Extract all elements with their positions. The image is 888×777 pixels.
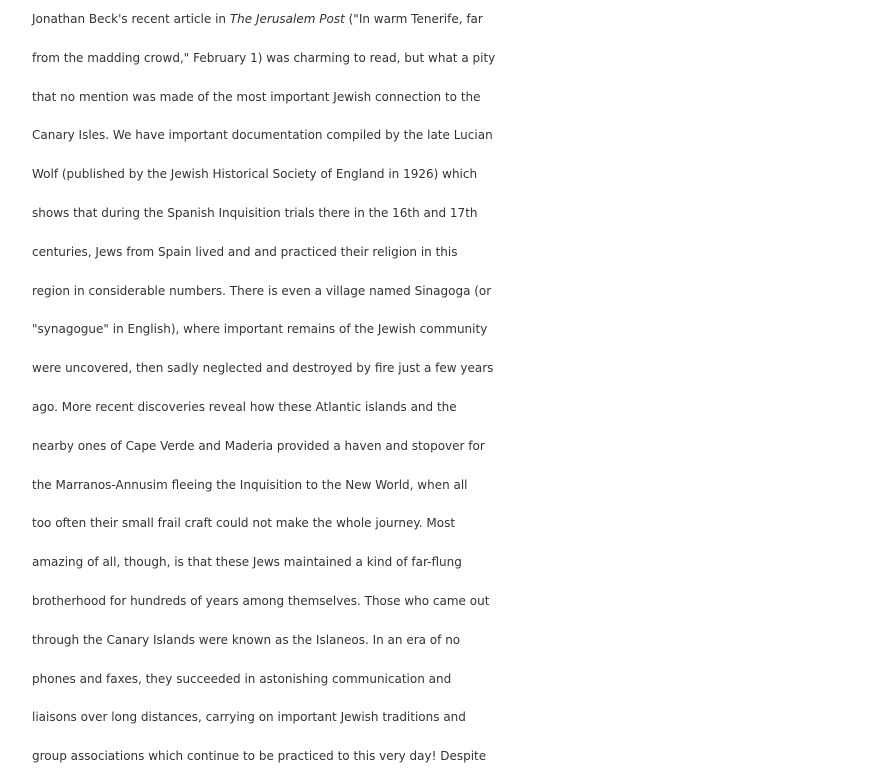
article-line: amazing of all, though, is that these Jews maintained a kind of far-flung bbox=[32, 555, 462, 570]
article-line: shows that during the Spanish Inquisition trials there in the 16th and 17th bbox=[32, 205, 478, 220]
article-line: brotherhood for hundreds of years among themselves. Those who came out bbox=[32, 593, 490, 608]
article-line: liaisons over long distances, carrying on important Jewish traditions and bbox=[32, 710, 466, 725]
article-line: the Marranos-Annusim fleeing the Inquisition to the New World, when all bbox=[32, 477, 468, 492]
article-line: were uncovered, then sadly neglected and destroyed by fire just a few years bbox=[32, 361, 494, 376]
article-line bbox=[32, 0, 888, 39]
article-line: that no mention was made of the most important Jewish connection to the bbox=[32, 89, 481, 104]
article-line-start: Jonathan Beck's recent article in bbox=[32, 12, 230, 26]
article-line: from the madding crowd," February 1) was charming to read, but what a pity bbox=[32, 50, 496, 65]
article-line: too often their small frail craft could not make the whole journey. Most bbox=[32, 516, 456, 531]
article-line: through the Canary Islands were known as the Islaneos. In an era of no bbox=[32, 632, 461, 647]
article-line-end: ("In warm Tenerife, far bbox=[344, 12, 483, 26]
article-line: centuries, Jews from Spain lived and and practiced their religion in this bbox=[32, 244, 458, 259]
article-body bbox=[32, 0, 888, 776]
article-line: "synagogue" in English), where important remains of the Jewish community bbox=[32, 322, 488, 337]
article-line: group associations which continue to be practiced to this very day! Despite bbox=[32, 749, 487, 764]
article-line: nearby ones of Cape Verde and Maderia provided a haven and stopover for bbox=[32, 438, 485, 453]
article-line: phones and faxes, they succeeded in astonishing communication and bbox=[32, 671, 452, 686]
article-line: region in considerable numbers. There is even a village named Sinagoga (or bbox=[32, 283, 492, 298]
publication-title: The Jerusalem Post bbox=[229, 12, 345, 26]
article-line: ago. More recent discoveries reveal how these Atlantic islands and the bbox=[32, 399, 457, 414]
article-line: Canary Isles. We have important documentation compiled by the late Lucian bbox=[32, 128, 493, 143]
article-line: Wolf (published by the Jewish Historical Society of England in 1926) which bbox=[32, 167, 478, 182]
